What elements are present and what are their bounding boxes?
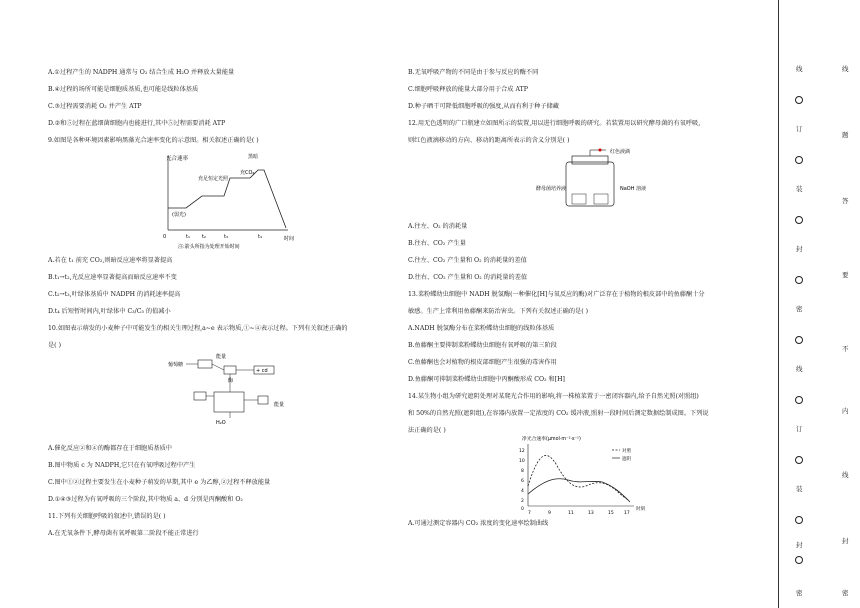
fig14-xtick-9: 9 — [548, 511, 551, 516]
q12-option-b: B.往右、CO₂ 产生量 — [408, 240, 466, 247]
binding-mark: 订 — [796, 125, 803, 133]
q8-option-c: C.③过程需要消耗 O₂ 并产生 ATP — [48, 103, 142, 110]
q10-option-c: C.图中①②过程主要发生在小麦种子萌发的早期,其中 e 为乙醇,②过程不释放能量 — [48, 479, 271, 486]
q12-stem: 12.用无色透明的广口瓶建立如图所示的装置,用以进行细胞呼吸的研究。若装置用以研究酵母菌的有氧呼吸, — [408, 120, 701, 127]
binding-mark-outer: 线 — [842, 471, 849, 479]
binding-mark: 密 — [796, 305, 803, 313]
fig14-ytick-6: 6 — [521, 479, 524, 484]
q11-option-a: A.在无氧条件下,酵母菌有氧呼吸第二阶段不能正常进行 — [48, 530, 199, 537]
fig9-co2-label: 充CO₂ — [240, 170, 255, 176]
fig14-ytick-4: 4 — [521, 489, 524, 494]
fig10-energy1: 能量 — [216, 354, 227, 360]
q13-stem: 13.菜粉蝶幼虫细胞中 NADH 脱氢酶(一种催化[H]与氧反应的酶)对广泛存在于植物的根皮部中的鱼藤酮十分 — [408, 291, 705, 298]
q11-option-b: B.无氧呼吸产物的不同是由于参与反应的酶不同 — [408, 69, 539, 76]
q10-option-d: D.①④③过程为有氧呼吸的三个阶段,其中物质 a、d 分别是丙酮酸和 O₂ — [48, 496, 243, 503]
binding-hole — [795, 456, 803, 464]
q14-stem: 14.某生物小组为研究遮阴处理对某爬光合作用的影响,将一株植菜置于一密闭容器内,给予自然光照(对照组) — [408, 393, 699, 400]
q13-stem-2: 敏感。生产上常利用鱼藤酮来防治害虫。下列有关叙述正确的是( ) — [408, 308, 589, 315]
fig10-energy2: 能量 — [274, 402, 285, 408]
q12-option-a: A.往左、O₂ 的消耗量 — [408, 223, 468, 230]
q9-figure — [158, 150, 298, 250]
fig14-ytick-2: 2 — [521, 499, 524, 504]
fig9-tick-t3: t₃ — [224, 234, 228, 240]
q12-stem-2: 则红色液滴移动的方向、移动的距离所表示的含义分别是( ) — [408, 137, 570, 144]
fig14-legend-control: 对照 — [622, 449, 631, 454]
fig9-xlabel: 时间 — [284, 236, 295, 242]
binding-hole — [795, 336, 803, 344]
q13-option-d: D.鱼藤酮可抑制菜粉蝶幼虫细胞中丙酮酸形成 CO₂ 和[H] — [408, 376, 565, 383]
q14-option-a: A.可通过测定容器内 CO₂ 浓度的变化速率绘制曲线 — [408, 520, 549, 527]
q10-stem-2: 是( ) — [48, 342, 61, 349]
binding-hole — [795, 276, 803, 284]
fig14-ytick-12: 12 — [519, 449, 525, 454]
q10-figure — [168, 352, 298, 434]
fig12-yeast-label: 酵母菌培养液 — [536, 186, 567, 192]
fig9-light-label: 充足恒定光照 — [198, 176, 229, 182]
q11-stem: 11.下列有关细胞呼吸的叙述中,错误的是( ) — [48, 513, 166, 520]
fig14-xtick-15: 15 — [608, 511, 614, 516]
q11-option-d: D.种子晒干可降低细胞呼吸的强度,从而有利于种子储藏 — [408, 103, 559, 110]
binding-mark: 封 — [796, 245, 803, 253]
binding-mark-outer: 题 — [842, 131, 849, 139]
fig9-weak-label: (弱光) — [172, 212, 186, 218]
binding-mark: 订 — [796, 425, 803, 433]
binding-mark-outer: 封 — [842, 537, 849, 545]
binding-mark: 线 — [796, 65, 803, 73]
q14-figure — [516, 434, 646, 516]
binding-strip — [776, 0, 860, 608]
fig14-xlabel: 时刻 — [636, 507, 645, 512]
q8-option-a: A.①过程产生的 NADPH 通常与 O₂ 结合生成 H₂O 并释放大量能量 — [48, 69, 235, 76]
binding-hole — [795, 216, 803, 224]
binding-mark-outer: 不 — [842, 345, 849, 353]
fig12-drop-label: 红色液滴 — [610, 149, 631, 155]
q8-option-d: D.②和⑤过程在蓝细菌细胞内也能进行,其中⑤过程需要消耗 ATP — [48, 120, 226, 127]
binding-mark: 密 — [796, 589, 803, 597]
fig10-glucose: 葡萄糖 — [168, 362, 184, 368]
q12-option-c: C.往左、CO₂ 产生量和 O₂ 的消耗量的差值 — [408, 257, 527, 264]
q14-stem-3: 法正确的是( ) — [408, 427, 446, 434]
binding-mark-outer: 线 — [842, 65, 849, 73]
fig9-tick-t1: t₁ — [186, 234, 190, 240]
fig9-origin: 0 — [163, 234, 167, 240]
binding-mark: 线 — [796, 365, 803, 373]
fig10-coh: + cd — [256, 368, 268, 374]
binding-mark-outer: 内 — [842, 407, 849, 415]
binding-hole — [795, 396, 803, 404]
fig9-tick-t2: t₂ — [202, 234, 206, 240]
binding-mark: 装 — [796, 485, 803, 493]
binding-mark-outer: 要 — [842, 271, 849, 279]
q8-option-b: B.④过程的场所可能是细胞质基质,也可能是线粒体基质 — [48, 86, 199, 93]
fig9-caption: 注:箭头所指为处理开始时间 — [178, 244, 240, 250]
q13-option-b: B.鱼藤酮主要抑制菜粉蝶幼虫细胞有氧呼吸的第三阶段 — [408, 342, 557, 349]
q12-figure — [536, 150, 646, 210]
binding-hole — [795, 516, 803, 524]
fig14-xtick-17: 17 — [624, 511, 630, 516]
binding-hole — [795, 556, 803, 564]
fig9-ylabel: 光合速率 — [166, 156, 189, 162]
fig14-ylabel: 净光合速率(μmol·m⁻²·s⁻¹) — [522, 437, 581, 442]
fig14-ytick-0: 0 — [521, 507, 524, 512]
fig10-enzyme: 酶 — [228, 378, 234, 384]
binding-mark: 装 — [796, 185, 803, 193]
fig14-xtick-13: 13 — [588, 511, 594, 516]
q14-stem-2: 和 50%的自然光照(遮阴组),在容器内放置一定浓度的 CO₂ 缓冲液,照射一段时间后测定数据绘制成图。下列说 — [408, 410, 709, 417]
q10-stem: 10.如图表示萌发的小麦种子中可能发生的相关生理过程,a~e 表示物质,①~④表示过程。下列有关叙述正确的 — [48, 325, 348, 332]
q13-option-a: A.NADH 脱氢酶分布在菜粉蝶幼虫细胞的线粒体基质 — [408, 325, 555, 332]
q9-option-d: D.t₄ 后短暂时间内,叶绿体中 C₃/C₅ 的值减小 — [48, 308, 171, 315]
q9-option-b: B.t₁→t₂,光反应速率显著提高而暗反应速率不变 — [48, 274, 177, 281]
q13-option-c: C.鱼藤酮也会对植物的根皮部细胞产生很强的毒害作用 — [408, 359, 557, 366]
binding-mark-outer: 密 — [842, 589, 849, 597]
fig12-naoh-label: NaOH 溶液 — [620, 186, 647, 192]
binding-mark: 封 — [796, 541, 803, 549]
fig14-xtick-11: 11 — [568, 511, 574, 516]
binding-hole — [795, 96, 803, 104]
fig14-legend-shade: 遮阴 — [622, 457, 631, 462]
q12-option-d: D.往右、CO₂ 产生量和 O₂ 的消耗量的差值 — [408, 274, 528, 281]
q9-option-c: C.t₂→t₃,叶绿体基质中 NADPH 的消耗速率提高 — [48, 291, 181, 298]
fig10-h2o: H₂O — [216, 420, 226, 426]
q9-stem: 9.如图是各种环境因素影响黑藻光合速率变化的示意图。相关叙述正确的是( ) — [48, 137, 259, 144]
fig14-xtick-7: 7 — [528, 511, 531, 516]
q9-option-a: A.若在 t₁ 前充 CO₂,则暗反应速率将显著提高 — [48, 257, 173, 264]
q10-option-a: A.催化反应②和④的酶都存在于细胞质基质中 — [48, 445, 172, 452]
binding-line — [778, 0, 779, 608]
q11-option-c: C.细胞呼吸释放的能量大部分用于合成 ATP — [408, 86, 528, 93]
fig9-dark-label: 黑暗 — [248, 154, 259, 160]
binding-mark-outer: 答 — [842, 197, 849, 205]
binding-hole — [795, 156, 803, 164]
fig14-ytick-8: 8 — [521, 469, 524, 474]
fig14-ytick-10: 10 — [519, 459, 525, 464]
q10-option-b: B.图中物质 c 为 NADPH,它只在有氧呼吸过程中产生 — [48, 462, 196, 469]
fig9-tick-t4: t₄ — [258, 234, 262, 240]
